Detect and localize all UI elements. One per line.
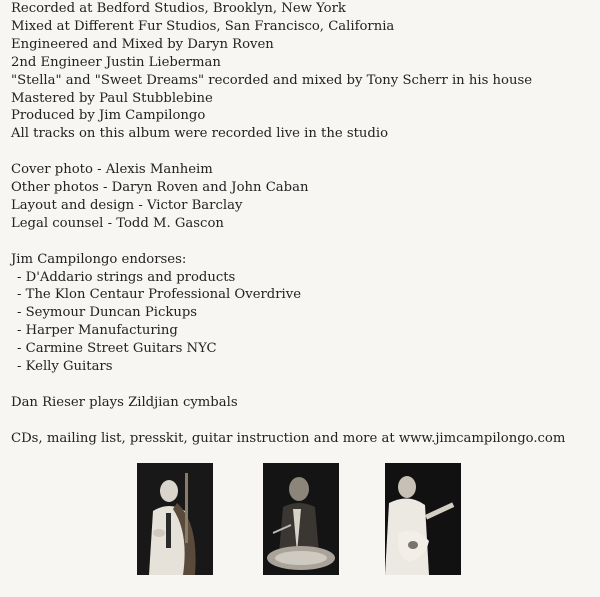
credit-line: "Stella" and "Sweet Dreams" recorded and mixed by Tony Scherr in his house [11, 72, 533, 88]
endorsement-item: - Kelly Guitars [17, 359, 113, 375]
credit-line: Engineered and Mixed by Daryn Roven [11, 36, 274, 52]
endorsement-item: - D'Addario strings and products [17, 269, 236, 285]
drummer-image [263, 463, 339, 575]
liner-notes-text [11, 0, 596, 448]
credit-line: All tracks on this album were recorded live in the studio [11, 126, 389, 142]
endorsement-item: - Harper Manufacturing [17, 323, 178, 339]
credit-line: Recorded at Bedford Studios, Brooklyn, New York [11, 1, 346, 16]
spacer [11, 233, 596, 251]
bassist-image [137, 463, 213, 575]
photo-credit-line: Other photos - Daryn Roven and John Caban [11, 180, 309, 196]
endorsement-item: - The Klon Centaur Professional Overdrive [17, 287, 302, 303]
spacer [11, 143, 596, 161]
credit-line: 2nd Engineer Justin Lieberman [11, 54, 221, 70]
photo-credit-line: Cover photo - Alexis Manheim [11, 162, 213, 178]
credit-line: Mixed at Different Fur Studios, San Francisco, California [11, 18, 395, 34]
endorsement-item: - Seymour Duncan Pickups [17, 305, 198, 321]
cymbals-line: Dan Rieser plays Zildjian cymbals [11, 394, 238, 410]
credit-line: Mastered by Paul Stubblebine [11, 90, 213, 106]
endorsements-heading: Jim Campilongo endorses: [11, 251, 187, 267]
website-line: CDs, mailing list, presskit, guitar instruction and more at www.jimcampilongo.com [11, 430, 566, 446]
photo-bassist [137, 463, 213, 575]
spacer [11, 376, 596, 394]
guitarist-image [385, 463, 461, 575]
endorsement-item: - Carmine Street Guitars NYC [17, 341, 217, 357]
credit-line: Produced by Jim Campilongo [11, 108, 206, 124]
photo-guitarist [385, 463, 461, 575]
photo-credit-line: Legal counsel - Todd M. Gascon [11, 215, 224, 231]
photo-drummer [263, 463, 339, 575]
spacer [11, 412, 596, 430]
photo-credit-line: Layout and design - Victor Barclay [11, 197, 243, 213]
